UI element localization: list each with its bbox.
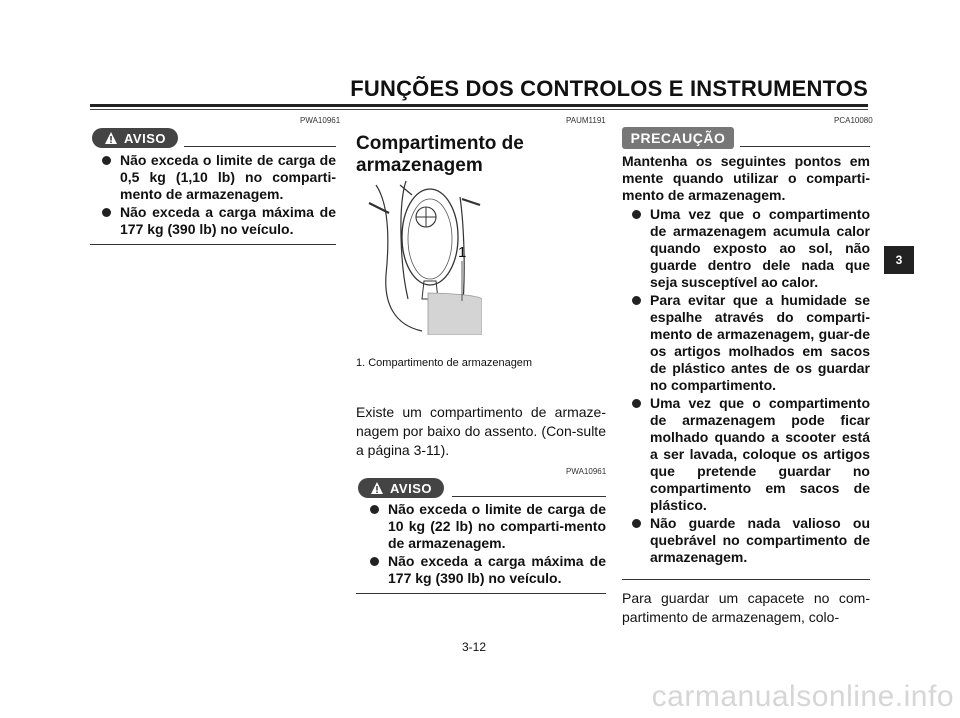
section-code: PAUM1191 — [566, 116, 606, 125]
list-item — [100, 152, 336, 203]
list-item-text: Não exceda o limite de carga de 0,5 kg (1,10 lb) no comparti-mento de armazenagem. — [120, 152, 336, 202]
list-item — [630, 206, 870, 291]
list-item-text: Não exceda a carga máxima de 177 kg (390 lb) no veículo. — [120, 204, 336, 237]
caution-code: PCA10080 — [834, 116, 873, 125]
figure-callout-number: 1 — [458, 244, 467, 261]
left-warning-list — [100, 152, 336, 239]
bullet-icon — [102, 208, 111, 217]
middle-warning-rule-top — [452, 496, 606, 497]
caution-rule-bottom — [622, 579, 870, 580]
left-warning-rule-top — [184, 146, 336, 147]
header-rule-thin — [90, 109, 868, 110]
warning-triangle-icon — [104, 131, 118, 145]
left-warning-label: AVISO — [124, 130, 166, 146]
bullet-icon — [632, 399, 641, 408]
watermark: carmanualsonline.info — [651, 680, 954, 713]
list-item-text: Não guarde nada valioso ou quebrável no compartimento de armazenagem. — [650, 515, 870, 565]
middle-warning-list — [368, 501, 606, 588]
left-warning-badge — [92, 128, 178, 148]
list-item — [100, 204, 336, 238]
list-item-text: Uma vez que o compartimento de armazenagem acumula calor quando exposto ao sol, não guarde dentro dele nada que seja susceptível ao calor. — [650, 206, 870, 290]
list-item — [630, 292, 870, 394]
bullet-icon — [632, 210, 641, 219]
section-title: Compartimento de armazenagem — [356, 133, 524, 176]
figure-caption: 1. Compartimento de armazenagem — [356, 357, 533, 369]
bullet-icon — [370, 505, 379, 514]
caution-list — [630, 206, 870, 567]
list-item-text: Uma vez que o compartimento de armazenagem pode ficar molhado quando a scooter está a ser lavada, coloque os artigos que pretende guardar no compartimento em sacos de plástico. — [650, 395, 870, 513]
page-header-title: FUNÇÕES DOS CONTROLOS E INSTRUMENTOS — [350, 76, 868, 101]
list-item-text: Não exceda a carga máxima de 177 kg (390 lb) no veículo. — [388, 553, 606, 586]
header-rule-thick — [90, 104, 868, 107]
bullet-icon — [632, 519, 641, 528]
middle-warning-label: AVISO — [390, 480, 432, 496]
list-item — [368, 553, 606, 587]
list-item — [630, 515, 870, 566]
chapter-tab: 3 — [884, 246, 914, 274]
caution-badge: PRECAUÇÃO — [622, 127, 734, 149]
section-body-text: Existe um compartimento de armaze-nagem por baixo do assento. (Con-sulte a página 3-11). — [356, 404, 606, 458]
middle-warning-badge — [358, 478, 444, 498]
list-item — [368, 501, 606, 552]
bullet-icon — [632, 296, 641, 305]
list-item-text: Para evitar que a humidade se espalhe através do comparti-mento de armazenagem, guar-de os artigos molhados em sacos de plástico antes de os guardar no compartimento. — [650, 292, 870, 393]
bullet-icon — [102, 156, 111, 165]
middle-warning-rule-bottom — [356, 593, 606, 594]
middle-warning-code: PWA10961 — [566, 467, 607, 476]
left-warning-rule-bottom — [90, 244, 336, 245]
right-body-text: Para guardar um capacete no com-partimento de armazenagem, colo- — [622, 590, 870, 625]
caution-rule-top — [740, 146, 870, 147]
page-number: 3-12 — [462, 640, 487, 654]
left-warning-code: PWA10961 — [300, 116, 341, 125]
list-item-text: Não exceda o limite de carga de 10 kg (22 lb) no comparti-mento de armazenagem. — [388, 501, 606, 551]
warning-triangle-icon — [370, 481, 384, 495]
list-item — [630, 395, 870, 514]
bullet-icon — [370, 557, 379, 566]
caution-intro: Mantenha os seguintes pontos em mente quando utilizar o comparti-mento de armazenagem. — [622, 153, 870, 203]
